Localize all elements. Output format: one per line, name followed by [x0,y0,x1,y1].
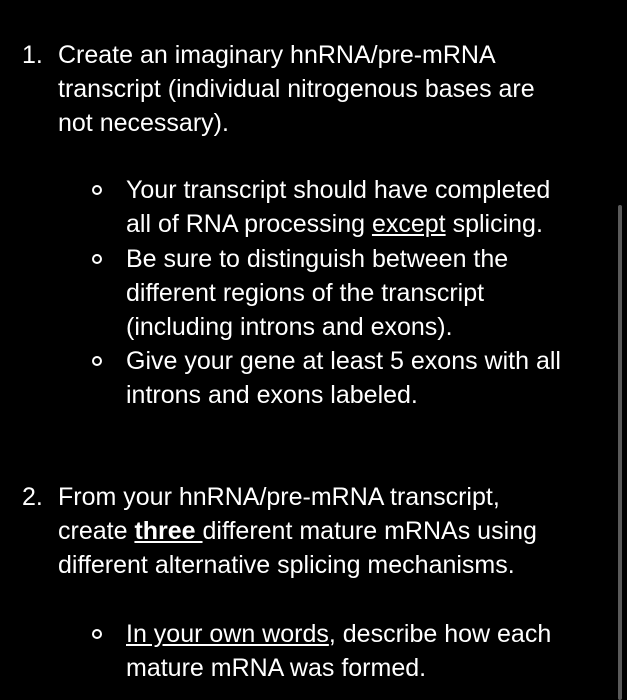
bullet-line: In your own words, describe how each [126,620,552,648]
question-1-line-3: not necessary). [58,109,229,137]
question-1-number: 1. [22,41,43,69]
emphasis-except: except [371,210,446,238]
question-2-number: 2. [22,483,43,511]
emphasis-own-words: In your own words [126,620,329,648]
bullet-line: introns and exons labeled. [126,381,418,409]
question-2-line-3: different alternative splicing mechanisms. [58,551,515,579]
bullet-text [126,344,596,412]
hollow-bullet-icon [92,356,102,366]
hollow-bullet-icon [92,254,102,264]
bullet-line: Your transcript should have completed [126,176,551,204]
bullet-line: Give your gene at least 5 exons with all [126,347,561,375]
hollow-bullet-icon [92,629,102,639]
question-1-text [58,38,618,140]
question-1-line-1: Create an imaginary hnRNA/pre-mRNA [58,41,496,69]
bullet-text [126,617,596,685]
bullet-text [126,173,596,241]
question-2-line-2: create three different mature mRNAs using [58,517,537,545]
vertical-scrollbar[interactable] [618,205,622,700]
bullet-line: (including introns and exons). [126,313,453,341]
question-1-line-2: transcript (individual nitrogenous bases are [58,75,535,103]
bullet-line: mature mRNA was formed. [126,654,427,682]
bullet-line: Be sure to distinguish between the [126,245,509,273]
question-2-line-1: From your hnRNA/pre-mRNA transcript, [58,483,500,511]
question-2-text [58,480,618,582]
bullet-text [126,242,596,344]
bullet-line: different regions of the transcript [126,279,485,307]
bullet-line: all of RNA processing except splicing. [126,210,543,238]
hollow-bullet-icon [92,185,102,195]
emphasis-three: three [134,517,203,545]
